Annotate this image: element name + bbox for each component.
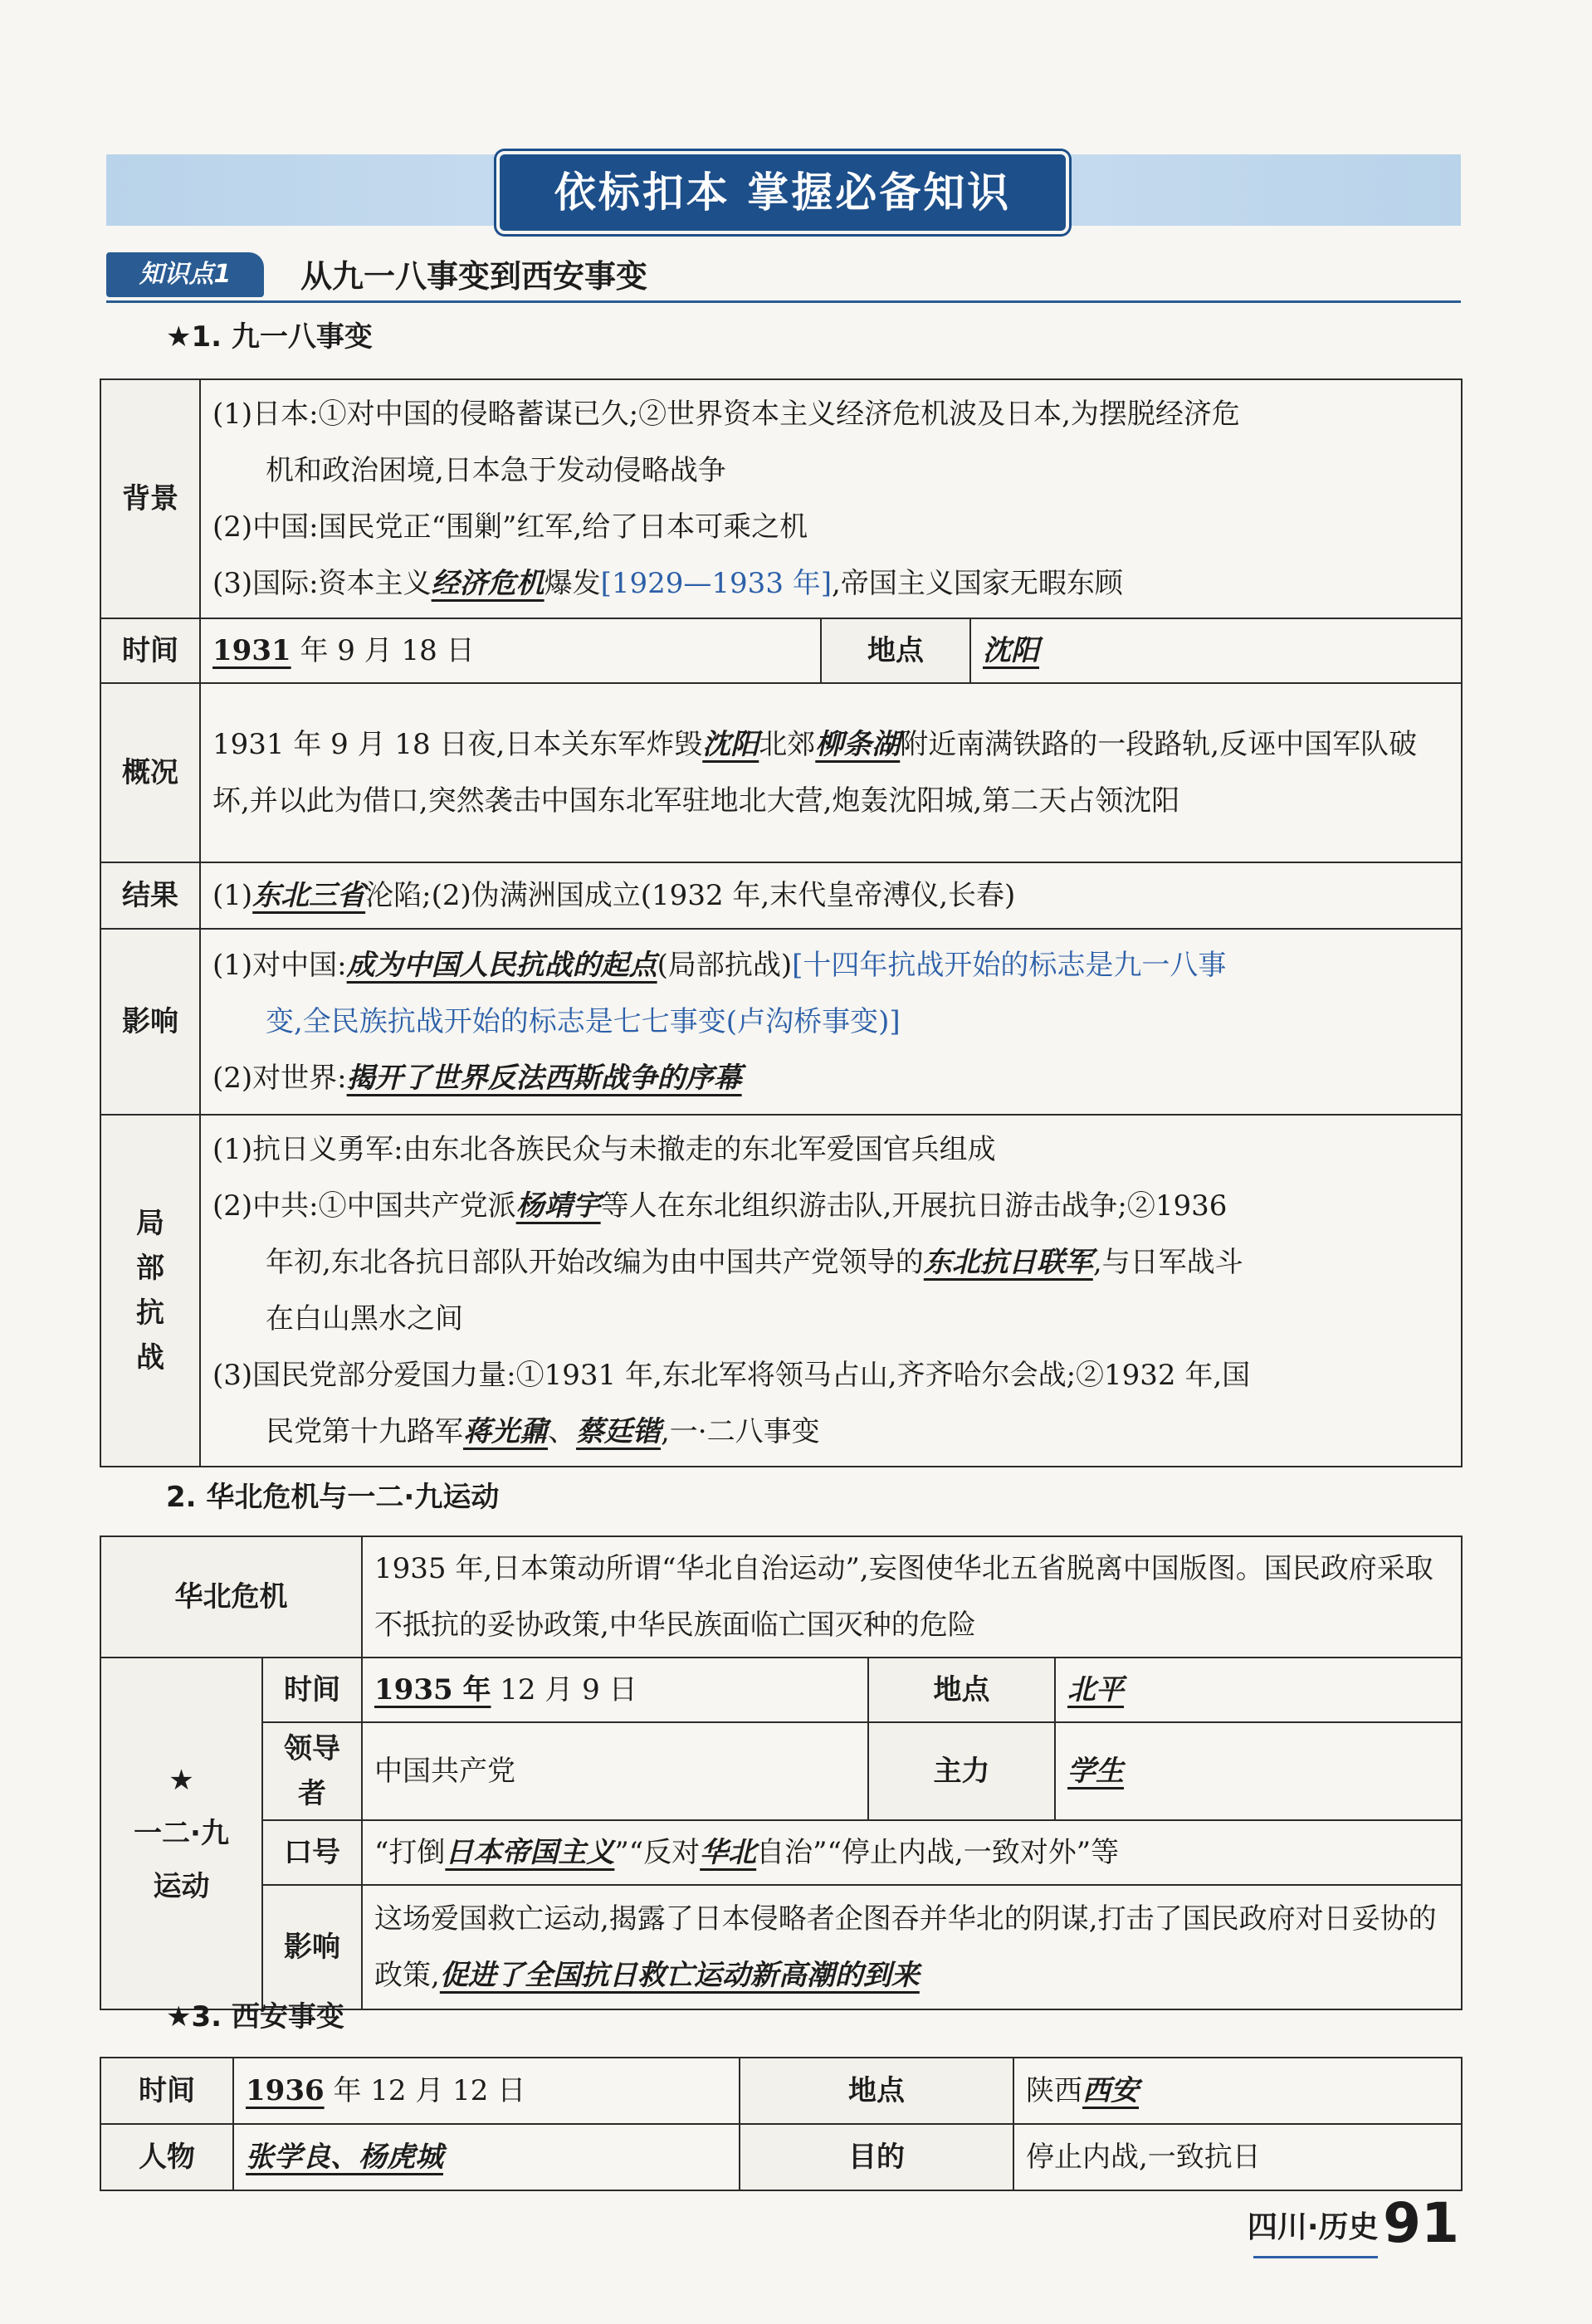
- table-row: [100, 929, 1462, 1115]
- label-leader: 领导者: [262, 1722, 362, 1820]
- table-row: [100, 2124, 1462, 2190]
- handwritten-answer: 促进了全国抗日救亡运动新高潮的到来: [439, 1959, 920, 1992]
- knowledge-point-badge: 知识点1: [106, 252, 264, 297]
- people-cell: [233, 2124, 740, 2190]
- text-line: (3)国际:资本主义经济危机爆发[1929—1933 年],帝国主义国家无暇东顾: [212, 567, 1123, 600]
- knowledge-point-title: 从九一八事变到西安事变: [300, 258, 648, 295]
- row-label-background: 背景: [100, 379, 200, 618]
- label-time: 时间: [262, 1658, 362, 1722]
- blue-note: [十四年抗战开始的标志是九一八事: [792, 949, 1227, 982]
- text-line: (2)对世界:揭开了世界反法西斯战争的序幕: [212, 1062, 742, 1095]
- row-label-movement: ★ 一二·九 运动: [100, 1658, 262, 2009]
- table-north-china-crisis: [100, 1536, 1463, 2010]
- label-impact: 影响: [262, 1885, 362, 2009]
- leader-cell: 中国共产党: [362, 1722, 868, 1820]
- impact-cell: [200, 929, 1462, 1115]
- table-row: [100, 862, 1462, 929]
- handwritten-answer: 北平: [1067, 1673, 1124, 1706]
- handwritten-answer: 东北抗日联军: [923, 1246, 1093, 1279]
- section-heading-1: ★1. 九一八事变: [166, 320, 373, 354]
- table-row: [100, 683, 1462, 862]
- section-heading-2: 2. 华北危机与一二·九运动: [166, 1481, 500, 1514]
- handwritten-answer: 日本帝国主义: [445, 1836, 615, 1869]
- handwritten-answer: 沈阳: [983, 634, 1039, 667]
- handwritten-answer: 揭开了世界反法西斯战争的序幕: [346, 1062, 742, 1095]
- result-cell: (1)东北三省沦陷;(2)伪满洲国成立(1932 年,末代皇帝溥仪,长春): [200, 862, 1462, 929]
- table-row: [100, 618, 1462, 683]
- label-slogan: 口号: [262, 1820, 362, 1885]
- table-row: [100, 379, 1462, 618]
- text-line: (3)国民党部分爱国力量:①1931 年,东北军将领马占山,齐齐哈尔会战;②1932 年,国: [212, 1359, 1251, 1392]
- text-line: (1)日本:①对中国的侵略蓄谋已久;②世界资本主义经济危机波及日本,为摆脱经济危: [212, 398, 1240, 431]
- handwritten-answer: 学生: [1067, 1755, 1124, 1788]
- label-main-force: 主力: [868, 1722, 1055, 1820]
- crisis-cell: 1935 年,日本策动所谓“华北自治运动”,妄图使华北五省脱离中国版图。国民政府采取不抵抗的妥协政策,中华民族面临亡国灭种的危险: [362, 1536, 1462, 1658]
- row-label-overview: 概况: [100, 683, 200, 862]
- main-force-cell: [1055, 1722, 1462, 1820]
- time-cell: 1935 年 12 月 9 日: [362, 1658, 868, 1722]
- handwritten-answer: 经济危机: [431, 567, 545, 600]
- handwritten-answer: 西安: [1082, 2074, 1139, 2107]
- label-purpose: 目的: [740, 2124, 1013, 2190]
- label-place: 地点: [740, 2058, 1013, 2124]
- place-cell: [1055, 1658, 1462, 1722]
- row-label-impact: 影响: [100, 929, 200, 1115]
- time-cell: 1936 年 12 月 12 日: [233, 2058, 740, 2124]
- row-label-time: 时间: [100, 618, 200, 683]
- table-xian-incident: [100, 2057, 1463, 2191]
- subject-label: 四川·历史: [1247, 2210, 1379, 2244]
- text-line: 在白山黑水之间: [266, 1302, 463, 1335]
- handwritten-answer: 杨靖宇: [515, 1189, 601, 1223]
- table-row: [100, 1722, 1462, 1820]
- table-row: [100, 2058, 1462, 2124]
- text-line: (2)中国:国民党正“围剿”红军,给了日本可乘之机: [212, 510, 808, 544]
- handwritten-answer: 华北: [700, 1836, 757, 1869]
- blue-note: 变,全民族抗战开始的标志是七七事变(卢沟桥事变)]: [266, 1005, 901, 1038]
- background-cell: [200, 379, 1462, 618]
- local-war-cell: [200, 1115, 1462, 1467]
- text-line: (1)抗日义勇军:由东北各族民众与未撤走的东北军爱国官兵组成: [212, 1133, 996, 1166]
- page-number-value: 91: [1383, 2191, 1459, 2255]
- time-cell: 1931 年 9 月 18 日: [200, 618, 821, 683]
- row-label-crisis: 华北危机: [100, 1536, 362, 1658]
- place-cell: [970, 618, 1462, 683]
- text-line: 机和政治困境,日本急于发动侵略战争: [266, 454, 726, 487]
- text-line: (1)对中国:成为中国人民抗战的起点(局部抗战)[十四年抗战开始的标志是九一八事: [212, 949, 1227, 982]
- purpose-cell: 停止内战,一致抗日: [1013, 2124, 1462, 2190]
- page-number: [1248, 2191, 1459, 2255]
- table-row: [100, 1820, 1462, 1885]
- footer-divider: [1253, 2256, 1378, 2258]
- blue-note: [1929—1933 年]: [600, 567, 833, 600]
- table-row: [100, 1658, 1462, 1722]
- row-label-result: 结果: [100, 862, 200, 929]
- label-place: 地点: [868, 1658, 1055, 1722]
- overview-cell: 1931 年 9 月 18 日夜,日本关东军炸毁沈阳北郊柳条湖附近南满铁路的一段路轨,反诬中国军队破坏,并以此为借口,突然袭击中国东北军驻地北大营,炮轰沈阳城,第二天占领沈阳: [200, 683, 1462, 862]
- divider: [106, 300, 1461, 303]
- table-row: [100, 1115, 1462, 1467]
- label-time: 时间: [100, 2058, 233, 2124]
- label-people: 人物: [100, 2124, 233, 2190]
- handwritten-answer: 东北三省: [252, 879, 366, 912]
- slogan-cell: “打倒日本帝国主义”“反对华北自治”“停止内战,一致对外”等: [362, 1820, 1462, 1885]
- impact-cell: 这场爱国救亡运动,揭露了日本侵略者企图吞并华北的阴谋,打击了国民政府对日妥协的政策,促进了全国抗日救亡运动新高潮的到来: [362, 1885, 1462, 2009]
- handwritten-answer: 蔡廷锴: [576, 1415, 661, 1448]
- text-line: 民党第十九路军蒋光鼐、蔡廷锴,一·二八事变: [266, 1415, 820, 1448]
- handwritten-answer: 柳条湖: [815, 728, 901, 761]
- row-label-local-war: 局部抗战: [100, 1115, 200, 1467]
- handwritten-answer: 沈阳: [702, 728, 759, 761]
- text-line: 年初,东北各抗日部队开始改编为由中国共产党领导的东北抗日联军,与日军战斗: [266, 1246, 1243, 1279]
- row-label-place: 地点: [821, 618, 970, 683]
- section-heading-3: ★3. 西安事变: [166, 2000, 344, 2034]
- text-line: (2)中共:①中国共产党派杨靖宇等人在东北组织游击队,开展抗日游击战争;②1936: [212, 1189, 1228, 1223]
- handwritten-answer: 成为中国人民抗战的起点: [346, 949, 657, 982]
- table-row: [100, 1885, 1462, 2009]
- table-918-incident: [100, 378, 1463, 1467]
- banner-title: 依标扣本 掌握必备知识: [496, 151, 1069, 234]
- place-cell: 陕西西安: [1013, 2058, 1462, 2124]
- handwritten-answer: 蒋光鼐: [463, 1415, 548, 1448]
- handwritten-answer: 张学良、杨虎城: [246, 2141, 443, 2174]
- table-row: [100, 1536, 1462, 1658]
